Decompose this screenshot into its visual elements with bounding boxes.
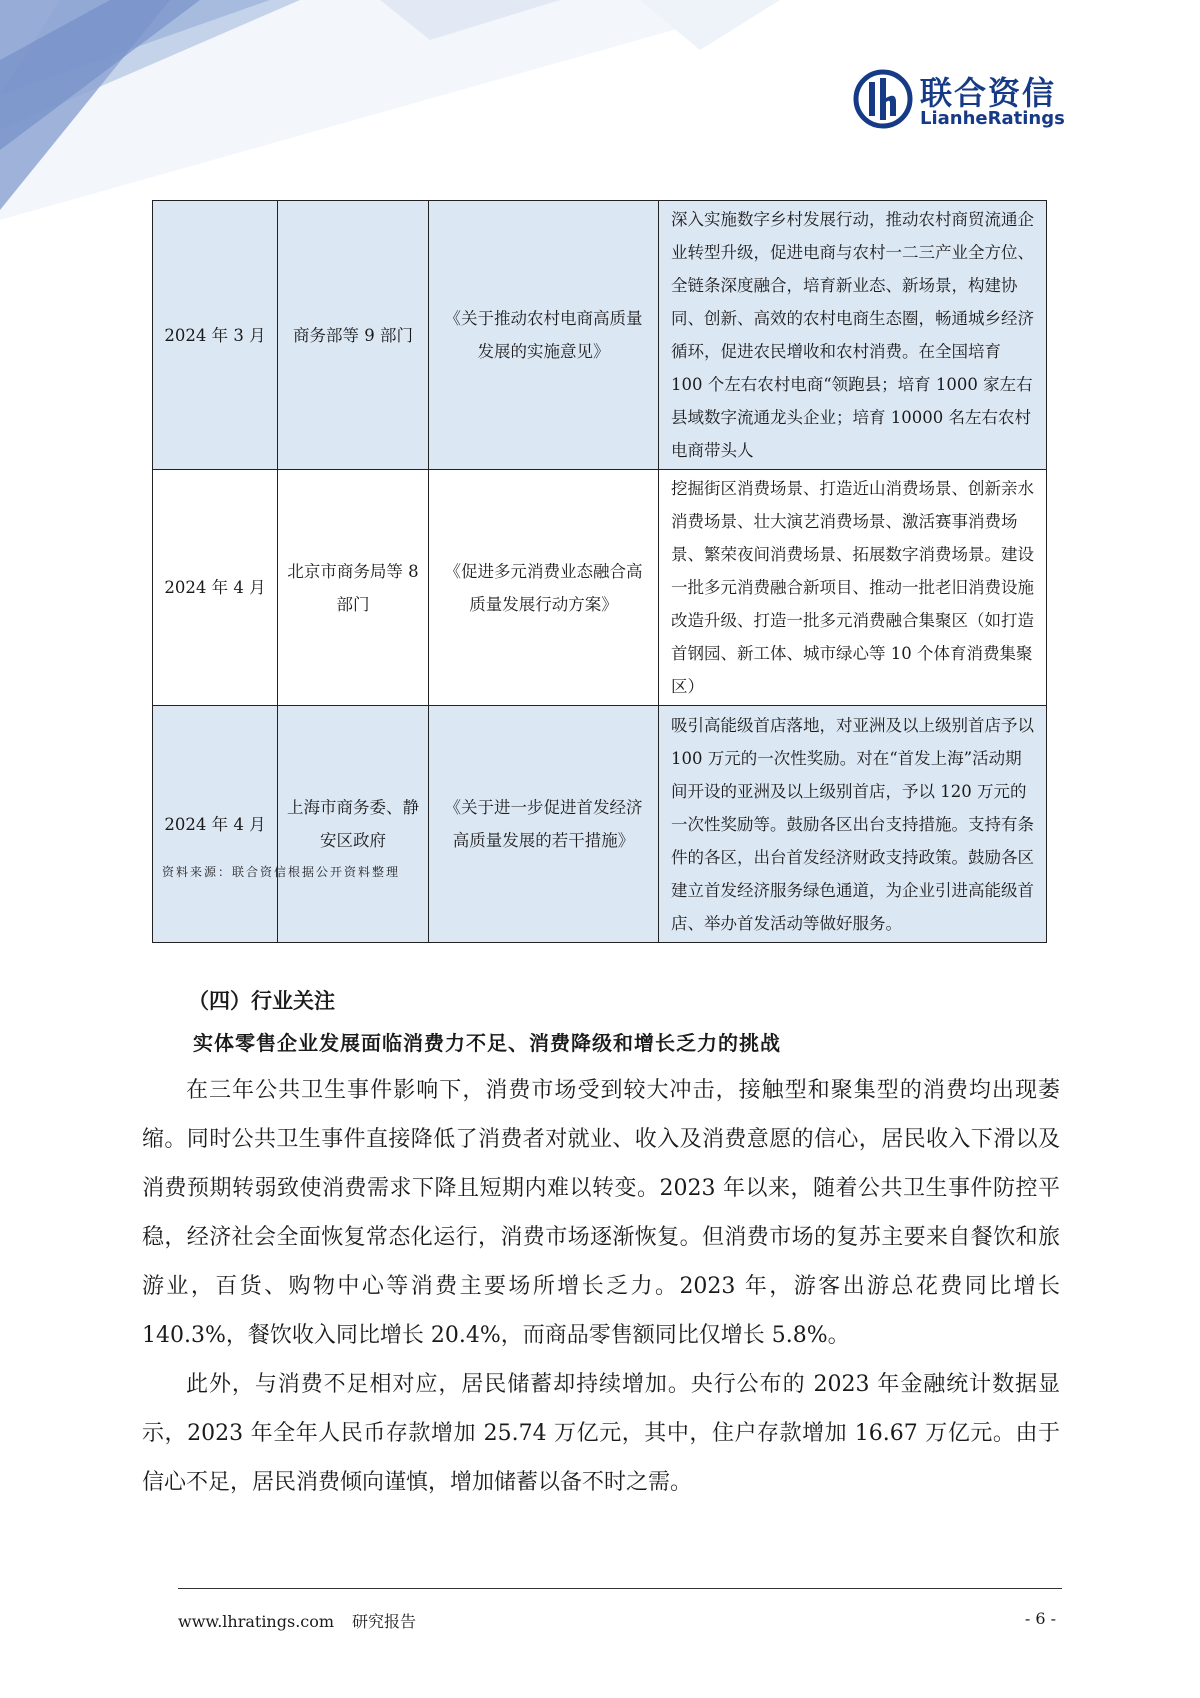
corner-decoration — [0, 0, 780, 220]
section-subheading: 实体零售企业发展面临消费力不足、消费降级和增长乏力的挑战 — [193, 1031, 781, 1055]
policy-department: 商务部等 9 部门 — [278, 201, 429, 470]
policy-content: 深入实施数字乡村发展行动，推动农村商贸流通企业转型升级，促进电商与农村一二三产业全方位、全链条深度融合，培育新业态、新场景，构建协同、创新、高效的农村电商生态圈，畅通城乡经济循环，促进农民增收和农村消费。在全国培育 100 个左右农村电商“领跑县；培育 1000 家左右县域数字流通龙头企业；培育 10000 名左右农村电商带头人 — [659, 201, 1047, 470]
policy-date: 2024 年 3 月 — [153, 201, 278, 470]
logo-chinese-name: 联合资信 — [920, 74, 1057, 112]
table-source-note: 资料来源：联合资信根据公开资料整理 — [162, 865, 401, 879]
policy-title: 《关于推动农村电商高质量发展的实施意见》 — [429, 201, 659, 470]
policy-table — [152, 200, 1047, 943]
footer-website: www.lhratings.com — [178, 1612, 335, 1631]
lianhe-logo-icon — [852, 68, 914, 130]
logo-english-name: LianheRatings — [920, 108, 1065, 129]
footer-info — [178, 1609, 416, 1632]
footer-divider — [178, 1588, 1062, 1589]
table-row — [153, 201, 1047, 470]
body-paragraph: 此外，与消费不足相对应，居民储蓄却持续增加。央行公布的 2023 年金融统计数据显示，2023 年全年人民币存款增加 25.74 万亿元，其中，住户存款增加 16.67 万亿元。由于信心不足，居民消费倾向谨慎，增加储蓄以备不时之需。 — [142, 1372, 1060, 1495]
policy-title: 《关于进一步促进首发经济高质量发展的若干措施》 — [429, 706, 659, 943]
policy-department: 上海市商务委、静安区政府 — [278, 706, 429, 943]
section-heading: （四）行业关注 — [188, 989, 335, 1013]
body-paragraph: 在三年公共卫生事件影响下，消费市场受到较大冲击，接触型和聚集型的消费均出现萎缩。同时公共卫生事件直接降低了消费者对就业、收入及消费意愿的信心，居民收入下滑以及消费预期转弱致使消费需求下降且短期内难以转变。2023 年以来，随着公共卫生事件防控平稳，经济社会全面恢复常态化运行，消费市场逐渐恢复。但消费市场的复苏主要来自餐饮和旅游业，百货、购物中心等消费主要场所增长乏力。2023 年，游客出游总花费同比增长 140.3%，餐饮收入同比增长 20.4%，而商品零售额同比仅增长 5.8%。 — [142, 1078, 1060, 1348]
policy-date: 2024 年 4 月 — [153, 470, 278, 706]
policy-content: 吸引高能级首店落地，对亚洲及以上级别首店予以 100 万元的一次性奖励。对在“首发上海”活动期间开设的亚洲及以上级别首店，予以 120 万元的一次性奖励等。鼓励各区出台支持措施。支持有条件的各区，出台首发经济财政支持政策。鼓励各区建立首发经济服务绿色通道，为企业引进高能级首店、举办首发活动等做好服务。 — [659, 706, 1047, 943]
policy-content: 挖掘街区消费场景、打造近山消费场景、创新亲水消费场景、壮大演艺消费场景、激活赛事消费场景、繁荣夜间消费场景、拓展数字消费场景。建设一批多元消费融合新项目、推动一批老旧消费设施改造升级、打造一批多元消费融合集聚区（如打造首钢园、新工体、城市绿心等 10 个体育消费集聚区） — [659, 470, 1047, 706]
footer-report-type: 研究报告 — [352, 1612, 417, 1631]
policy-department: 北京市商务局等 8 部门 — [278, 470, 429, 706]
policy-title: 《促进多元消费业态融合高质量发展行动方案》 — [429, 470, 659, 706]
company-logo — [852, 68, 1072, 138]
page-number: - 6 - — [1024, 1609, 1056, 1628]
policy-date: 2024 年 4 月 — [153, 706, 278, 943]
table-row — [153, 706, 1047, 943]
table-row — [153, 470, 1047, 706]
